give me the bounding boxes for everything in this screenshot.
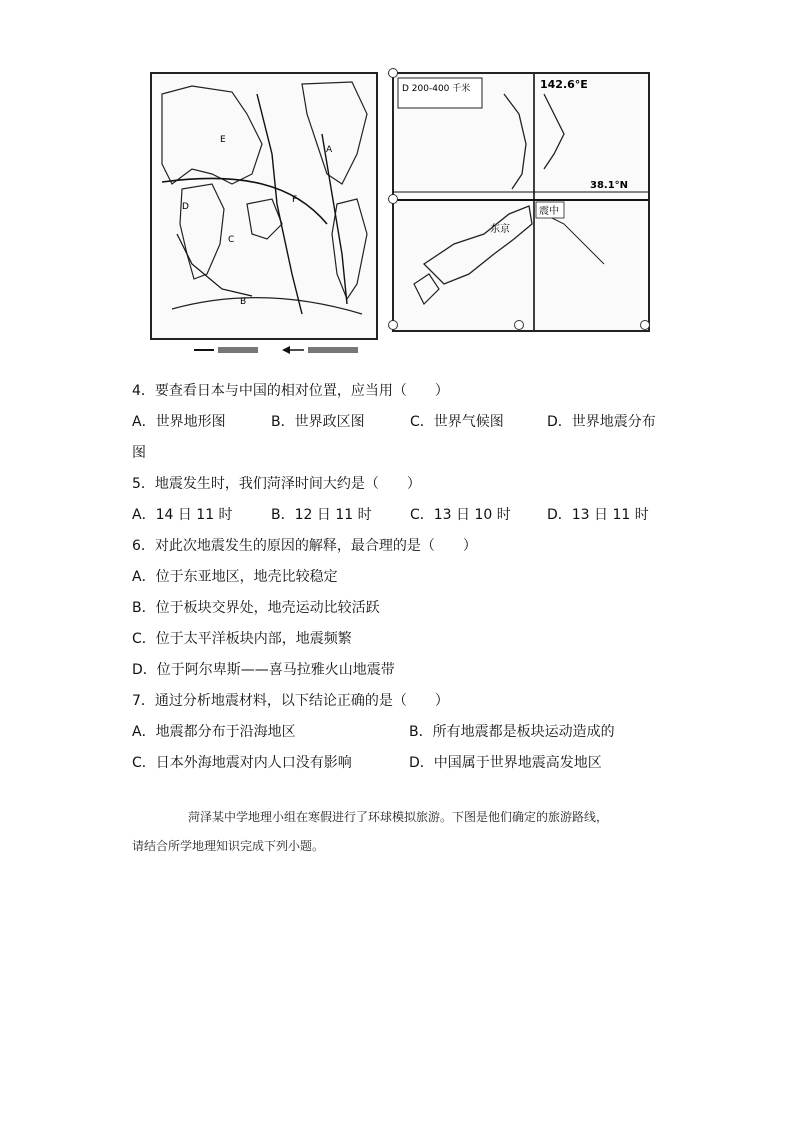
plate-letter-b: B [240,297,247,307]
map-figure [150,72,650,362]
plate-letter-f: F [292,195,298,205]
map-legend [190,342,390,356]
passage-line-1: 菏泽某中学地理小组在寒假进行了环球模拟旅游。下图是他们确定的旅游路线， [188,810,609,824]
legend-drawing [190,343,390,357]
longitude-label: 142.6°E [540,78,588,91]
plate-movement-arrow-icon [282,346,358,354]
plate-letter-c: C [228,235,235,245]
plate-letter-d: D [182,202,189,212]
question-4-option-b[interactable]: B．世界政区图 [271,414,365,430]
question-5-option-b[interactable]: B．12 日 11 时 [271,507,372,523]
question-4-option-a[interactable]: A．世界地形图 [132,414,226,430]
question-5-option-c[interactable]: C．13 日 10 时 [410,507,511,523]
map-corner-marker [388,320,398,330]
question-6-stem: 6．对此次地震发生的原因的解释，最合理的是（ ） [132,538,477,554]
question-6-option-c[interactable]: C．位于太平洋板块内部，地震频繁 [132,631,352,647]
question-4-option-c[interactable]: C．世界气候图 [410,414,504,430]
question-list [132,376,672,779]
tokyo-label: 东京 [490,224,510,235]
map-corner-marker [514,320,524,330]
scale-label: D 200-400 千米 [402,84,471,94]
question-5-option-a[interactable]: A．14 日 11 时 [132,507,233,523]
japan-earthquake-map-drawing [394,74,648,330]
epicenter-label: 震中 [539,206,559,217]
question-4-option-d-wrap: 图 [132,445,146,461]
map-corner-marker [388,194,398,204]
question-7-options-row-1 [132,717,672,748]
world-plate-map [150,72,378,340]
passage-line-2: 请结合所学地理知识完成下列小题。 [132,839,325,853]
japan-earthquake-map [392,72,650,332]
passage-intro [132,803,672,861]
question-4-option-d[interactable]: D．世界地震分布 [547,414,656,430]
latitude-label: 38.1°N [590,180,629,191]
plate-boundary-icon [194,347,258,353]
question-7-option-c[interactable]: C．日本外海地震对内人口没有影响 [132,755,352,771]
question-7-option-a[interactable]: A．地震都分布于沿海地区 [132,724,296,740]
question-6-option-b[interactable]: B．位于板块交界处，地壳运动比较活跃 [132,600,380,616]
question-5-options [132,500,672,531]
question-4-stem: 4．要查看日本与中国的相对位置，应当用（ ） [132,383,449,399]
question-7-stem: 7．通过分析地震材料，以下结论正确的是（ ） [132,693,449,709]
question-4-options [132,407,672,438]
question-5-stem: 5．地震发生时，我们菏泽时间大约是（ ） [132,476,421,492]
question-6-option-a[interactable]: A．位于东亚地区，地壳比较稳定 [132,569,338,585]
question-5-option-d[interactable]: D．13 日 11 时 [547,507,649,523]
question-7-options-row-2 [132,748,672,779]
world-plate-map-drawing [152,74,376,338]
plate-letter-e: E [220,135,226,145]
question-6-option-d[interactable]: D．位于阿尔卑斯——喜马拉雅火山地震带 [132,662,395,678]
plate-letter-a: A [326,145,333,155]
question-7-option-d[interactable]: D．中国属于世界地震高发地区 [409,755,602,771]
map-corner-marker [640,320,650,330]
question-7-option-b[interactable]: B．所有地震都是板块运动造成的 [409,724,615,740]
map-corner-marker [388,68,398,78]
